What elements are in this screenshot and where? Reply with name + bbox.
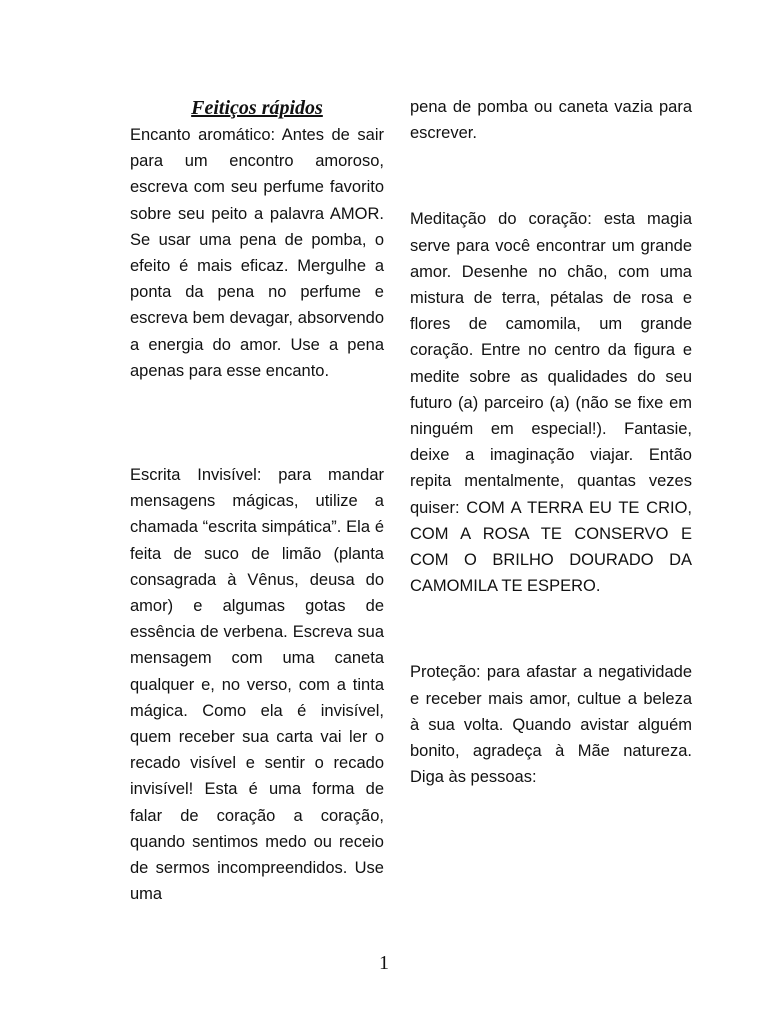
paragraph-escrita-invisivel: Escrita Invisível: para mandar mensagens mágicas, utilize a chamada “escrita simpática”. Ela é feita de suco de limão (planta consagrada à Vênus, deusa do amor) e algumas gotas de essência de verbena. Escreva sua mensagem com uma caneta qualquer e, no verso, com a tinta mágica. Como ela é invisível, quem receber sua carta vai ler o recado visível e sentir o recado invisível! Esta é uma forma de falar de coração a coração, quando sentimos medo ou receio de sermos incompreendidos. Use uma xyxy=(130,466,384,904)
paragraph-continuation: pena de pomba ou caneta vazia para escrever. xyxy=(410,98,692,143)
page-number: 1 xyxy=(379,952,389,974)
document-title: Feitiços rápidos xyxy=(191,97,323,119)
left-column xyxy=(130,94,384,907)
paragraph-meditacao-coracao: Meditação do coração: esta magia serve para você encontrar um grande amor. Desenhe no chão, com uma mistura de terra, pétalas de rosa e flores de camomila, um grande coração. Entre no centro da figura e medite sobre as qualidades do seu futuro (a) parceiro (a) (não se fixe em ninguém em especial!). Fantasie, deixe a imaginação viajar. Então repita mentalmente, quantas vezes quiser: COM A TERRA EU TE CRIO, COM A ROSA TE CONSERVO E COM O BRILHO DOURADO DA CAMOMILA TE ESPERO. xyxy=(410,210,692,596)
paragraph-encanto-aromatico: Encanto aromático: Antes de sair para um encontro amoroso, escreva com seu perfume favorito sobre seu peito a palavra AMOR. Se usar uma pena de pomba, o efeito é mais eficaz. Mergulhe a ponta da pena no perfume e escreva bem devagar, absorvendo a energia do amor. Use a pena apenas para esse encanto. xyxy=(130,126,384,380)
right-column xyxy=(410,94,692,790)
paragraph-protecao: Proteção: para afastar a negatividade e receber mais amor, cultue a beleza à sua volta. Quando avistar alguém bonito, agradeça à Mãe natureza. Diga às pessoas: xyxy=(410,663,692,787)
